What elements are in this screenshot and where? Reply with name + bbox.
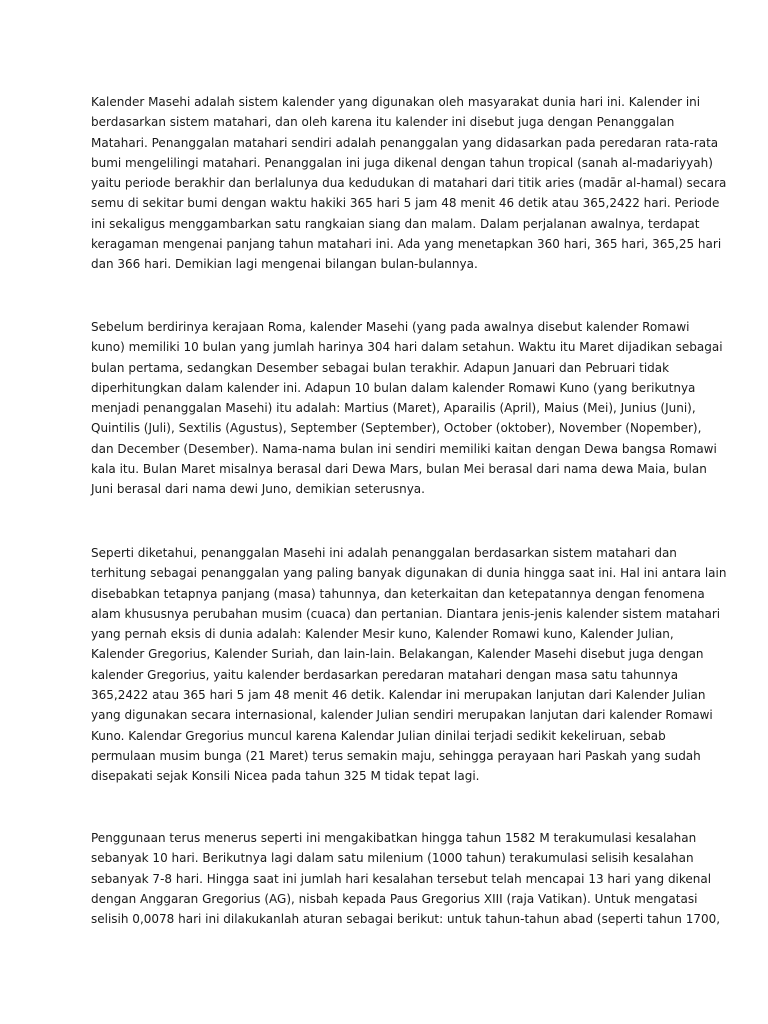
- text-line: dan 366 hari. Demikian lagi mengenai bilangan bulan-bulannya.: [91, 257, 478, 272]
- text-line: sebanyak 7-8 hari. Hingga saat ini jumlah hari kesalahan tersebut telah mencapai 13 hari yang dikenal: [91, 871, 712, 886]
- text-line: Sebelum berdirinya kerajaan Roma, kalender Masehi (yang pada awalnya disebut kalender Romawi: [91, 320, 690, 334]
- text-line: bumi mengelilingi matahari. Penanggalan ini juga dikenal dengan tahun tropical (sanah al-madariyyah): [91, 155, 713, 170]
- text-line: menjadi penanggalan Masehi) itu adalah: Martius (Maret), Aparailis (April), Maius (Mei), Junius (Juni),: [91, 401, 696, 416]
- text-line: Kuno. Kalendar Gregorius muncul karena Kalendar Julian dinilai terjadi sedikit kekeliruan, sebab: [91, 728, 666, 743]
- text-line: yang digunakan secara internasional, kalender Julian sendiri merupakan lanjutan dari kalender Romawi: [91, 708, 713, 723]
- text-line: Seperti diketahui, penanggalan Masehi ini adalah penanggalan berdasarkan sistem matahari dan: [91, 546, 677, 560]
- text-line: Matahari. Penanggalan matahari sendiri adalah penanggalan yang didasarkan pada peredaran rata-rata: [91, 135, 719, 150]
- text-line: selisih 0,0078 hari ini dilakukanlah aturan sebagai berikut: untuk tahun-tahun abad (seperti tahun 1700,: [91, 912, 721, 927]
- paragraph-3: [91, 543, 727, 787]
- text-line: dengan Anggaran Gregorius (AG), nisbah kepada Paus Gregorius XIII (raja Vatikan). Untuk mengatasi: [91, 891, 698, 906]
- text-line: alam khususnya perubahan musim (cuaca) dan pertanian. Diantara jenis-jenis kalender sistem matahari: [91, 606, 721, 621]
- text-line: Penggunaan terus menerus seperti ini mengakibatkan hingga tahun 1582 M terakumulasi kesalahan: [91, 831, 697, 845]
- text-line: permulaan musim bunga (21 Maret) terus semakin maju, sehingga perayaan hari Paskah yang sudah: [91, 748, 701, 763]
- text-line: diperhitungkan dalam kalender ini. Adapun 10 bulan dalam kalender Romawi Kuno (yang berikutnya: [91, 380, 696, 395]
- paragraph-1: [91, 92, 727, 275]
- text-line: yang pernah eksis di dunia adalah: Kalender Mesir kuno, Kalender Romawi kuno, Kalender Julian,: [91, 627, 674, 642]
- text-line: semu di sekitar bumi dengan waktu hakiki 365 hari 5 jam 48 menit 46 detik atau 365,2422 hari. Periode: [91, 196, 720, 211]
- text-line: kuno) memiliki 10 bulan yang jumlah harinya 304 hari dalam setahun. Waktu itu Maret dijadikan sebagai: [91, 340, 723, 355]
- text-line: Juni berasal dari nama dewi Juno, demikian seterusnya.: [91, 482, 425, 497]
- text-line: kalender Gregorius, yaitu kalender berdasarkan peredaran matahari dengan masa satu tahunnya: [91, 667, 679, 682]
- text-line: terhitung sebagai penanggalan yang paling banyak digunakan di dunia hingga saat ini. Hal ini antara lain: [91, 566, 727, 581]
- text-line: bulan pertama, sedangkan Desember sebagai bulan terakhir. Adapun Januari dan Pebruari tidak: [91, 360, 670, 375]
- text-line: berdasarkan sistem matahari, dan oleh karena itu kalender ini disebut juga dengan Penanggalan: [91, 115, 675, 130]
- text-line: Kalender Gregorius, Kalender Suriah, dan lain-lain. Belakangan, Kalender Masehi disebut juga dengan: [91, 647, 704, 662]
- text-line: Kalender Masehi adalah sistem kalender yang digunakan oleh masyarakat dunia hari ini. Kalender ini: [91, 95, 701, 109]
- paragraph-4: [91, 828, 721, 929]
- text-line: disepakati sejak Konsili Nicea pada tahun 325 M tidak tepat lagi.: [91, 769, 480, 784]
- text-line: ini sekaligus menggambarkan satu rangkaian siang dan malam. Dalam perjalanan awalnya, terdapat: [91, 216, 700, 231]
- text-line: dan December (Desember). Nama-nama bulan ini sendiri memiliki kaitan dengan Dewa bangsa Romawi: [91, 441, 717, 456]
- text-line: sebanyak 10 hari. Berikutnya lagi dalam satu milenium (1000 tahun) terakumulasi selisih kesalahan: [91, 851, 694, 866]
- text-line: keragaman mengenai panjang tahun matahari ini. Ada yang menetapkan 360 hari, 365 hari, 365,25 hari: [91, 237, 722, 252]
- paragraph-2: [91, 317, 723, 500]
- text-line: disebabkan tetapnya panjang (masa) tahunnya, dan keterkaitan dan ketepatannya dengan fenomena: [91, 586, 705, 601]
- text-line: kala itu. Bulan Maret misalnya berasal dari Dewa Mars, bulan Mei berasal dari nama dewa Maia, bulan: [91, 462, 707, 477]
- text-line: yaitu periode berakhir dan berlalunya dua kedudukan di matahari dari titik aries (madār al-hamal) secara: [91, 176, 727, 191]
- text-line: 365,2422 atau 365 hari 5 jam 48 menit 46 detik. Kalendar ini merupakan lanjutan dari Kalender Julian: [91, 688, 706, 703]
- text-line: Quintilis (Juli), Sextilis (Agustus), September (September), October (oktober), November (Nopember),: [91, 421, 702, 436]
